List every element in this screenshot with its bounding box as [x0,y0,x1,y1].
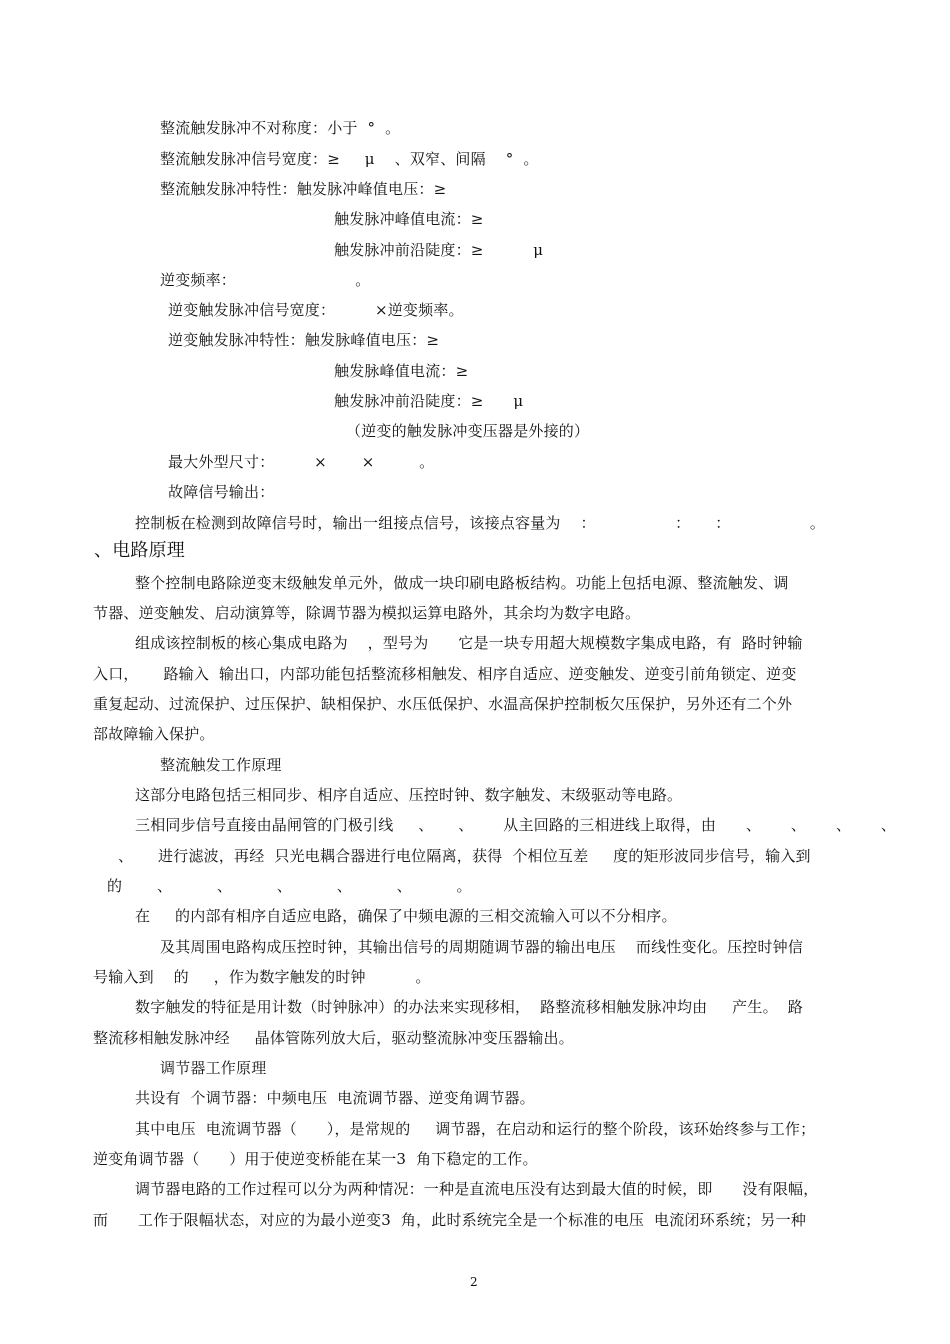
spec-line: 触发脉冲前沿陡度：≥ μ [334,241,544,259]
paragraph-line: 在 的内部有相序自适应电路，确保了中频电源的三相交流输入可以不分相序。 [135,907,677,925]
paragraph-line: 这部分电路包括三相同步、相序自适应、压控时钟、数字触发、末级驱动等电路。 [135,786,683,804]
spec-line: 触发脉冲峰值电流：≥ [334,210,484,228]
section-heading: 、电路原理 [94,540,185,561]
spec-line: 逆变触发脉冲特性：触发脉峰值电压：≥ [168,331,440,349]
paragraph-line: 部故障输入保护。 [93,725,215,743]
paragraph-line: 而 工作于限幅状态，对应的为最小逆变3 角，此时系统完全是一个标准的电压 电流闭环系统；另一种 [93,1211,807,1229]
subsection-heading: 整流触发工作原理 [160,756,282,774]
spec-line: 逆变触发脉冲信号宽度： ×逆变频率。 [168,301,464,319]
paragraph-line: 三相同步信号直接由晶闸管的门极引线 、 、 从主回路的三相进线上取得，由 、 、 、 、 [135,816,897,834]
spec-line: 整流触发脉冲特性：触发脉冲峰值电压：≥ [160,180,447,198]
spec-line: 整流触发脉冲不对称度：小于 ° 。 [160,119,401,137]
paragraph-line: 调节器电路的工作过程可以分为两种情况：一种是直流电压没有达到最大值的时候，即 没有限幅， [135,1180,819,1198]
paragraph-line: 共设有 个调节器：中频电压 电流调节器、逆变角调节器。 [135,1089,535,1107]
subsection-heading: 调节器工作原理 [160,1059,267,1077]
paragraph-line: 整流移相触发脉冲经 晶体管陈列放大后，驱动整流脉冲变压器输出。 [93,1029,574,1047]
page-number: 2 [470,1275,478,1289]
spec-line: 触发脉峰值电流：≥ [334,362,469,380]
paragraph-line: 节器、逆变触发、启动演算等，除调节器为模拟运算电路外，其余均为数字电路。 [93,604,641,622]
spec-line: 最大外型尺寸： × × 。 [168,453,435,471]
paragraph-line: 控制板在检测到故障信号时，输出一组接点信号，该接点容量为 ： ： ： 。 [135,514,826,532]
spec-line: 触发脉冲前沿陡度：≥ μ [334,392,524,410]
spec-line: 整流触发脉冲信号宽度：≥ μ 、双窄、间隔 ° 。 [160,150,539,168]
spec-note: （逆变的触发脉冲变压器是外接的） [346,422,590,440]
paragraph-line: 、 进行滤波，再经 只光电耦合器进行电位隔离，获得 个相位互差 度的矩形波同步信号，输入到 [118,847,811,865]
paragraph-line: 的 、 、 、 、 、 。 [107,877,472,895]
paragraph-line: 重复起动、过流保护、过压保护、缺相保护、水压低保护、水温高保护控制板欠压保护，另外还有二个外 [93,695,793,713]
paragraph-line: 数字触发的特征是用计数（时钟脉冲）的办法来实现移相， 路整流移相触发脉冲均由 产生。 路 [135,998,803,1016]
paragraph-line: 组成该控制板的核心集成电路为 ，型号为 它是一块专用超大规模数字集成电路，有 路时钟输 [135,634,803,652]
paragraph-line: 号输入到 的 ，作为数字触发的时钟 。 [93,968,431,986]
paragraph-line: 逆变角调节器（ ）用于使逆变桥能在某一3 角下稳定的工作。 [93,1150,538,1168]
spec-line: 逆变频率： 。 [160,271,371,289]
spec-line: 故障信号输出： [168,483,275,501]
paragraph-line: 其中电压 电流调节器（ ），是常规的 调节器，在启动和运行的整个阶段，该环始终参与工作； [135,1120,816,1138]
paragraph-line: 整个控制电路除逆变末级触发单元外，做成一块印刷电路板结构。功能上包括电源、整流触发、调 [135,574,789,592]
paragraph-line: 入口， 路输入 输出口，内部功能包括整流移相触发、相序自适应、逆变触发、逆变引前角锁定、逆变 [93,665,797,683]
paragraph-line: 及其周围电路构成压控时钟，其输出信号的周期随调节器的输出电压 而线性变化。压控时钟信 [160,938,804,956]
